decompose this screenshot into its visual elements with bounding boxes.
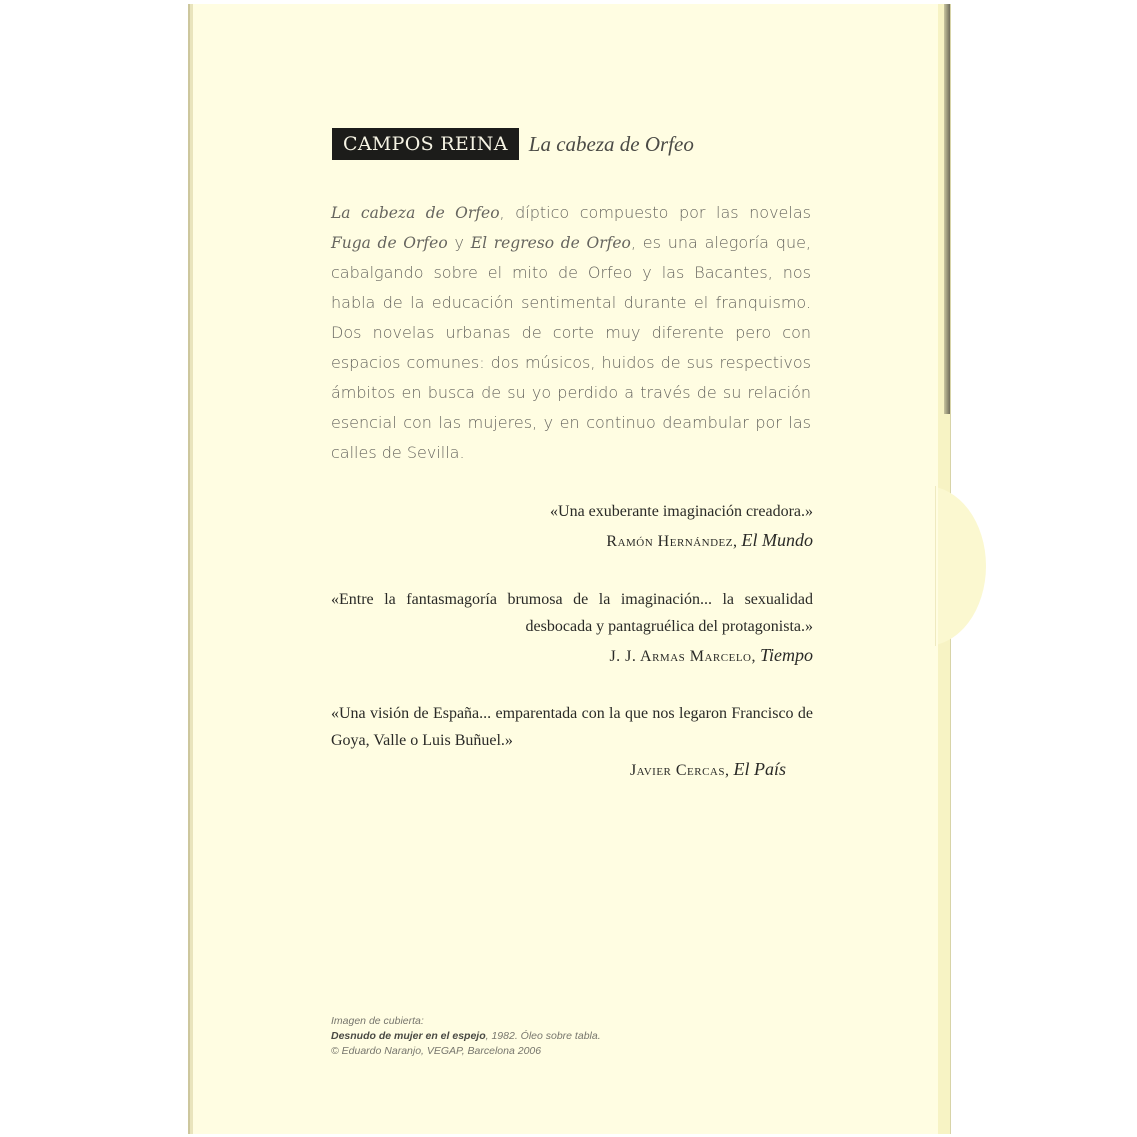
synopsis-text: , es una alegoría que, cabalgando sobre el mito de Orfeo y las Bacantes, nos habla de la educación sentimental durante el franquismo. Dos novelas urbanas de corte muy diferente pero con espacios comunes: dos músicos, huidos de sus respectivos ámbitos en busca de su yo perdido a través de su relación esencial con las mujeres, y en continuo deambular por las calles de Sevilla. (331, 233, 812, 462)
critic-name: Javier Cercas, (629, 762, 730, 779)
book-title: La cabeza de Orfeo (528, 131, 694, 156)
artwork-details: , 1982. Óleo sobre tabla. (485, 1030, 601, 1042)
outlet-name: El País (733, 759, 786, 779)
critic-name: Ramón Hernández, (606, 533, 738, 550)
outlet-name: El Mundo (741, 530, 813, 550)
outlet-name: Tiempo (759, 645, 813, 665)
credits-copyright: © Eduardo Naranjo, VEGAP, Barcelona 2006 (331, 1045, 542, 1057)
quote-source (606, 527, 813, 555)
quote-source (609, 642, 813, 670)
synopsis-novel-2: El regreso de Orfeo (470, 234, 631, 252)
quote-text: «Entre la fantasmagoría brumosa de la imaginación... la sexualidad desbocada y pantagruélica del protagonista.» (331, 591, 813, 635)
credits-artwork (331, 1029, 691, 1044)
back-cover (188, 4, 938, 1134)
quote-source (630, 756, 786, 784)
review-quote (331, 700, 813, 784)
review-quote (331, 586, 813, 670)
synopsis-text: , díptico compuesto por las novelas (499, 203, 811, 222)
artwork-title: Desnudo de mujer en el espejo (331, 1030, 486, 1042)
synopsis (331, 198, 811, 468)
critic-name: J. J. Armas Marcelo, (609, 648, 756, 665)
quote-text: «Una exuberante imaginación creadora.» (550, 503, 813, 520)
cover-credits (331, 1014, 691, 1059)
cover-fold (935, 486, 936, 646)
synopsis-text: y (447, 233, 471, 252)
review-quote (331, 498, 813, 558)
slipcase-shadow (944, 4, 950, 414)
author-name: CAMPOS REINA (332, 128, 519, 160)
synopsis-title-ref: La cabeza de Orfeo (331, 204, 500, 222)
synopsis-novel-1: Fuga de Orfeo (331, 234, 448, 252)
quote-text: «Una visión de España... emparentada con la que nos legaron Francisco de Goya, Valle o Luis Buñuel.» (331, 705, 813, 749)
credits-label: Imagen de cubierta: (331, 1015, 424, 1027)
cover-header (332, 128, 694, 160)
